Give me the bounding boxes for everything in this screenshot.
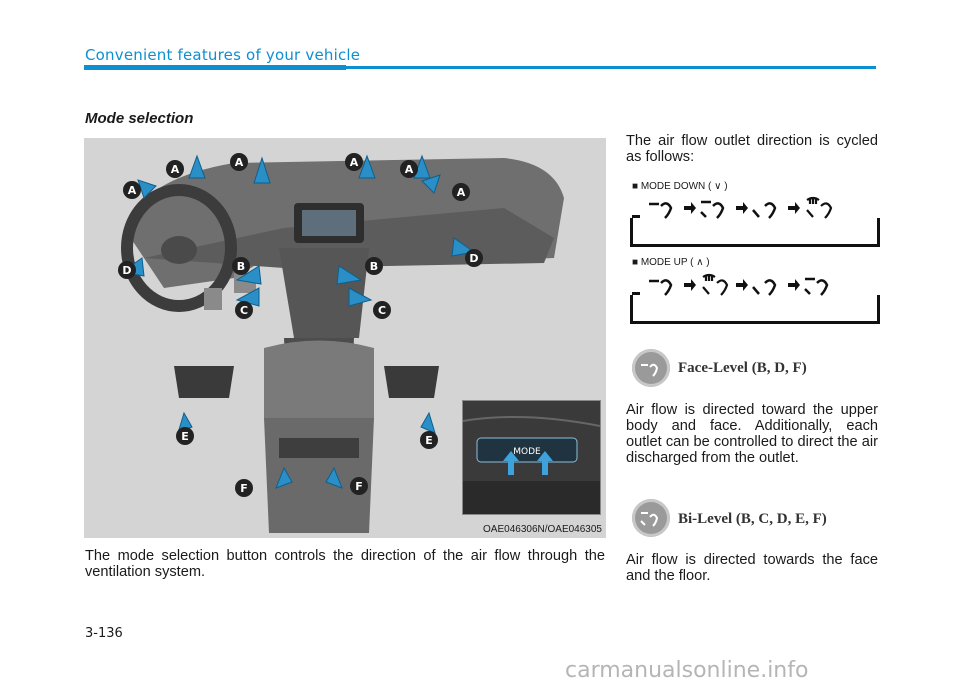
bi-level-icon (803, 273, 837, 297)
face-level-description: Air flow is directed toward the upper body and face. Additionally, each outlet can be controlled to direct the air discharged from the outlet. (626, 402, 878, 466)
watermark: carmanualsonline.info (565, 658, 809, 683)
face-level-icon (647, 196, 681, 220)
arrow-right-icon (735, 278, 749, 292)
callout-c2: C (377, 304, 387, 317)
callout-d1: D (122, 264, 132, 277)
bi-level-button-icon (632, 499, 670, 537)
callout-a5: A (127, 184, 137, 197)
page-number: 3-136 (85, 626, 123, 641)
arrow-right-icon (683, 201, 697, 215)
floor-level-icon (751, 196, 785, 220)
callout-b1: B (236, 260, 246, 273)
callout-a2: A (234, 156, 244, 169)
mode-up-sequence (630, 295, 880, 324)
mode-button-inset (462, 400, 601, 515)
mode-up-label: ■ MODE UP ( ∧ ) (632, 257, 710, 268)
bi-level-icon (699, 196, 733, 220)
header-rule-accent (84, 65, 346, 70)
bi-level-title: Bi-Level (B, C, D, E, F) (678, 511, 827, 527)
floor-defrost-icon (803, 196, 837, 220)
callout-a6: A (456, 186, 466, 199)
mode-selection-description: The mode selection button controls the direction of the air flow through the ventilation system. (85, 548, 605, 580)
callout-b2: B (369, 260, 379, 273)
callout-a4: A (404, 163, 414, 176)
arrow-right-icon (735, 201, 749, 215)
callout-a3: A (349, 156, 359, 169)
mode-button-illustration (463, 401, 600, 514)
mode-down-sequence (630, 218, 880, 247)
face-level-title: Face-Level (B, D, F) (678, 360, 807, 376)
floor-defrost-icon (699, 273, 733, 297)
inset-mode-label: MODE (513, 447, 541, 457)
arrow-right-icon (683, 278, 697, 292)
arrow-right-icon (787, 278, 801, 292)
header-title: Convenient features of your vehicle (85, 46, 361, 64)
mode-down-label: ■ MODE DOWN ( ∨ ) (632, 181, 728, 192)
callout-a1: A (170, 163, 180, 176)
face-level-icon (647, 273, 681, 297)
callout-f2: F (355, 480, 363, 493)
figure-caption: OAE046306N/OAE046305 (483, 524, 602, 535)
dashboard-figure (84, 138, 606, 538)
face-level-button-icon (632, 349, 670, 387)
callout-c1: C (239, 304, 249, 317)
arrow-right-icon (787, 201, 801, 215)
floor-level-icon (751, 273, 785, 297)
callout-f1: F (240, 482, 248, 495)
bi-level-description: Air flow is directed towards the face and the floor. (626, 552, 878, 584)
section-title: Mode selection (85, 110, 194, 127)
callout-e2: E (425, 434, 433, 447)
callout-d2: D (469, 252, 479, 265)
callout-e1: E (181, 430, 189, 443)
cycle-intro: The air flow outlet direction is cycled as follows: (626, 133, 878, 165)
